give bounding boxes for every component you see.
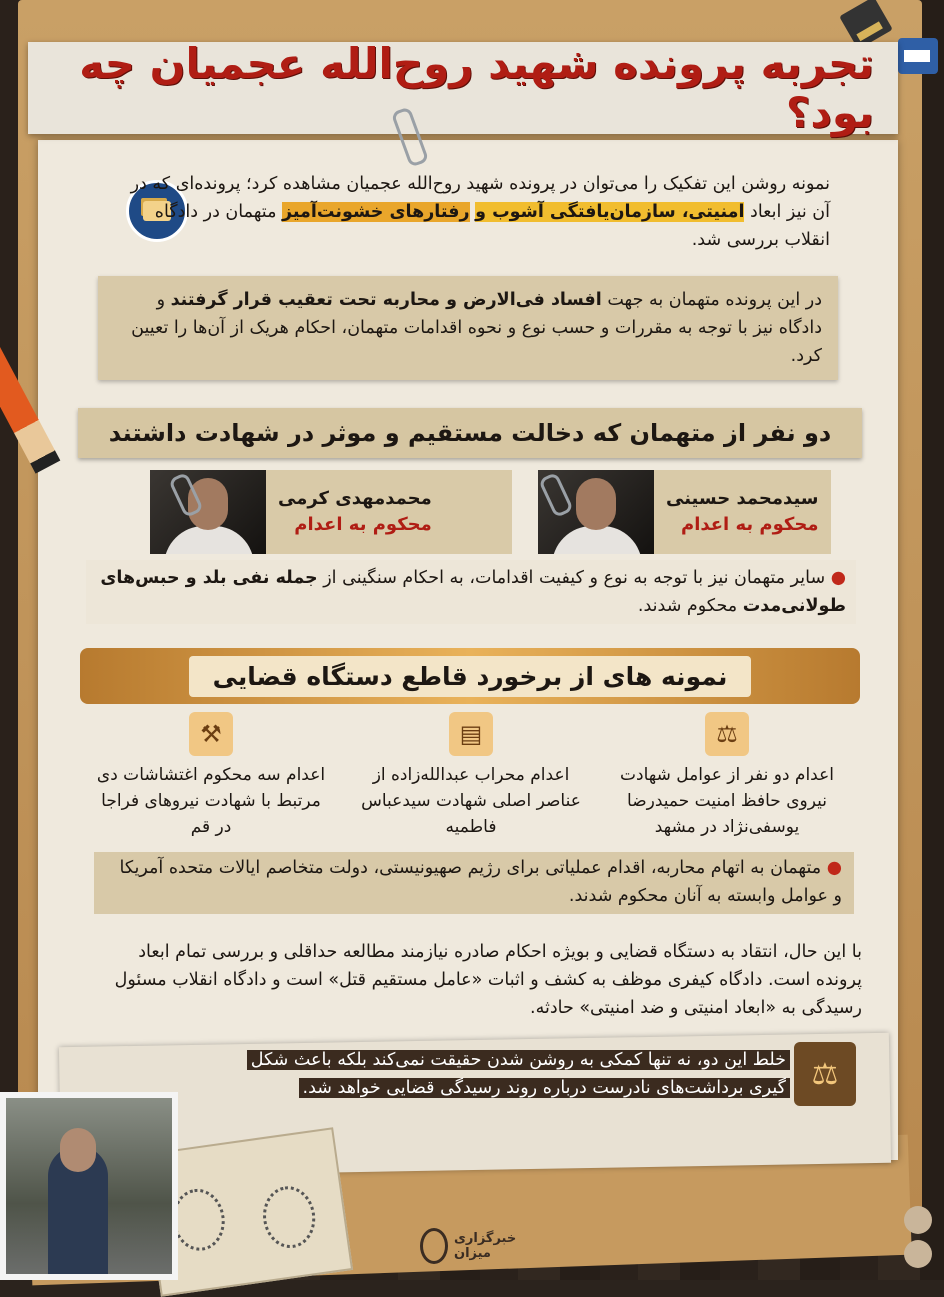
israel-text: متهمان به اتهام محاربه، اقدام عملیاتی برای رژیم صهیونیستی، دولت متخاصم ایالات متحده آمریکا و عوامل وابسته به آنان محکوم شدند.: [119, 858, 842, 906]
person-card-karami: [150, 470, 512, 554]
warning-line-2: گیری برداشت‌های نادرست درباره روند رسیدگی قضایی خواهد شد.: [299, 1078, 790, 1098]
scroll-gavel-icon: ⚒: [189, 712, 233, 756]
example-item: [612, 712, 842, 840]
example-item: [96, 712, 326, 840]
charge-bold: افساد فی‌الارض و محاربه تحت تعقیب قرار گرفتند: [170, 290, 602, 310]
charge-part2: و دادگاه نیز با توجه به مقررات و حسب نوع و نحوه اقدامات متهمان، احکام هریک از آن‌ها را تعیین کرد.: [131, 290, 822, 366]
page-title: تجربه پرونده شهید روح‌الله عجمیان چه بود؟: [79, 39, 874, 137]
others-bold: جمله نفی بلد و حبس‌های طولانی‌مدت: [100, 568, 846, 616]
person-verdict: محکوم به اعدام: [294, 514, 432, 535]
fingerprint-icon: [259, 1183, 319, 1252]
intro-text: [120, 170, 830, 254]
example-text: اعدام محراب عبدالله‌زاده از عناصر اصلی شهادت سیدعباس فاطمیه: [361, 765, 581, 837]
example-text: اعدام دو نفر از عوامل شهادت نیروی حافظ امنیت حمیدرضا یوسفی‌نژاد در مشهد: [620, 765, 834, 837]
bullet-icon: ●: [826, 858, 842, 878]
others-part2: محکوم شدند.: [637, 596, 743, 616]
intro-highlight-2: رفتارهای خشونت‌آمیز: [282, 202, 470, 222]
others-part1: سایر متهمان نیز با توجه به نوع و کیفیت اقدامات، به احکام سنگینی از: [317, 568, 826, 588]
title-strip: [28, 39, 898, 137]
examples-heading: نمونه های از برخورد قاطع دستگاه قضایی: [189, 656, 752, 697]
conclusion-text: با این حال، انتقاد به دستگاه قضایی و بویژه احکام صادره نیازمند مطالعه حداقلی و بررسی تمام ابعاد پرونده است. دادگاه کیفری موظف به کشف و اثبات «عامل مستقیم قتل» است و دادگاه انقلاب مسئول رسیدگی به «ابعاد امنیتی و ضد امنیتی» حادثه.: [114, 942, 862, 1018]
charge-part1: در این پرونده متهمان به جهت: [601, 290, 822, 310]
intro-part1: نمونه روشن این تفکیک را می‌توان در پرونده شهید روح‌الله عجمیان مشاهده کرد؛ پرونده‌ای که در آن نیز ابعاد: [130, 174, 830, 222]
example-text: اعدام سه محکوم اغتشاشات دی مرتبط با شهادت نیروهای فراجا در قم: [96, 765, 326, 837]
person-name: محمدمهدی کرمی: [278, 488, 432, 509]
decor-dot: [904, 1240, 932, 1268]
bullet-icon: ●: [830, 568, 846, 588]
law-document-icon: ⚖: [794, 1042, 856, 1106]
person-card-hosseini: [538, 470, 831, 554]
agency-logo: [420, 1226, 530, 1266]
others-sentence: [86, 560, 856, 624]
warning-text: [180, 1046, 790, 1102]
intro-part2: متهمان در دادگاه انقلاب بررسی شد.: [154, 202, 830, 250]
person-photo: [150, 470, 266, 554]
document-stamp-icon: ▤: [449, 712, 493, 756]
person-text: [266, 470, 512, 554]
person-text: [654, 470, 831, 554]
examples-heading-bar: [80, 648, 860, 704]
intro-highlight-1: امنیتی، سازمان‌یافتگی آشوب و: [475, 202, 745, 222]
sticky-tab-icon: [898, 38, 938, 74]
mizan-logo-icon: [420, 1228, 448, 1264]
logo-text: خبرگزاری میزان: [453, 1231, 517, 1261]
israel-sentence: [94, 852, 854, 914]
person-name: سیدمحمد حسینی: [666, 488, 819, 509]
person-verdict: محکوم به اعدام: [681, 514, 819, 535]
charge-text: [98, 276, 838, 380]
decor-dot: [904, 1206, 932, 1234]
direct-involvement-heading: دو نفر از متهمان که دخالت مستقیم و موثر در شهادت داشتند: [78, 408, 862, 458]
example-item: [356, 712, 586, 840]
warning-line-1: خلط این دو، نه تنها کمکی به روشن شدن حقیقت نمی‌کند بلکه باعث شکل: [247, 1050, 790, 1070]
document-gavel-icon: ⚖: [705, 712, 749, 756]
street-photo: [0, 1092, 178, 1280]
